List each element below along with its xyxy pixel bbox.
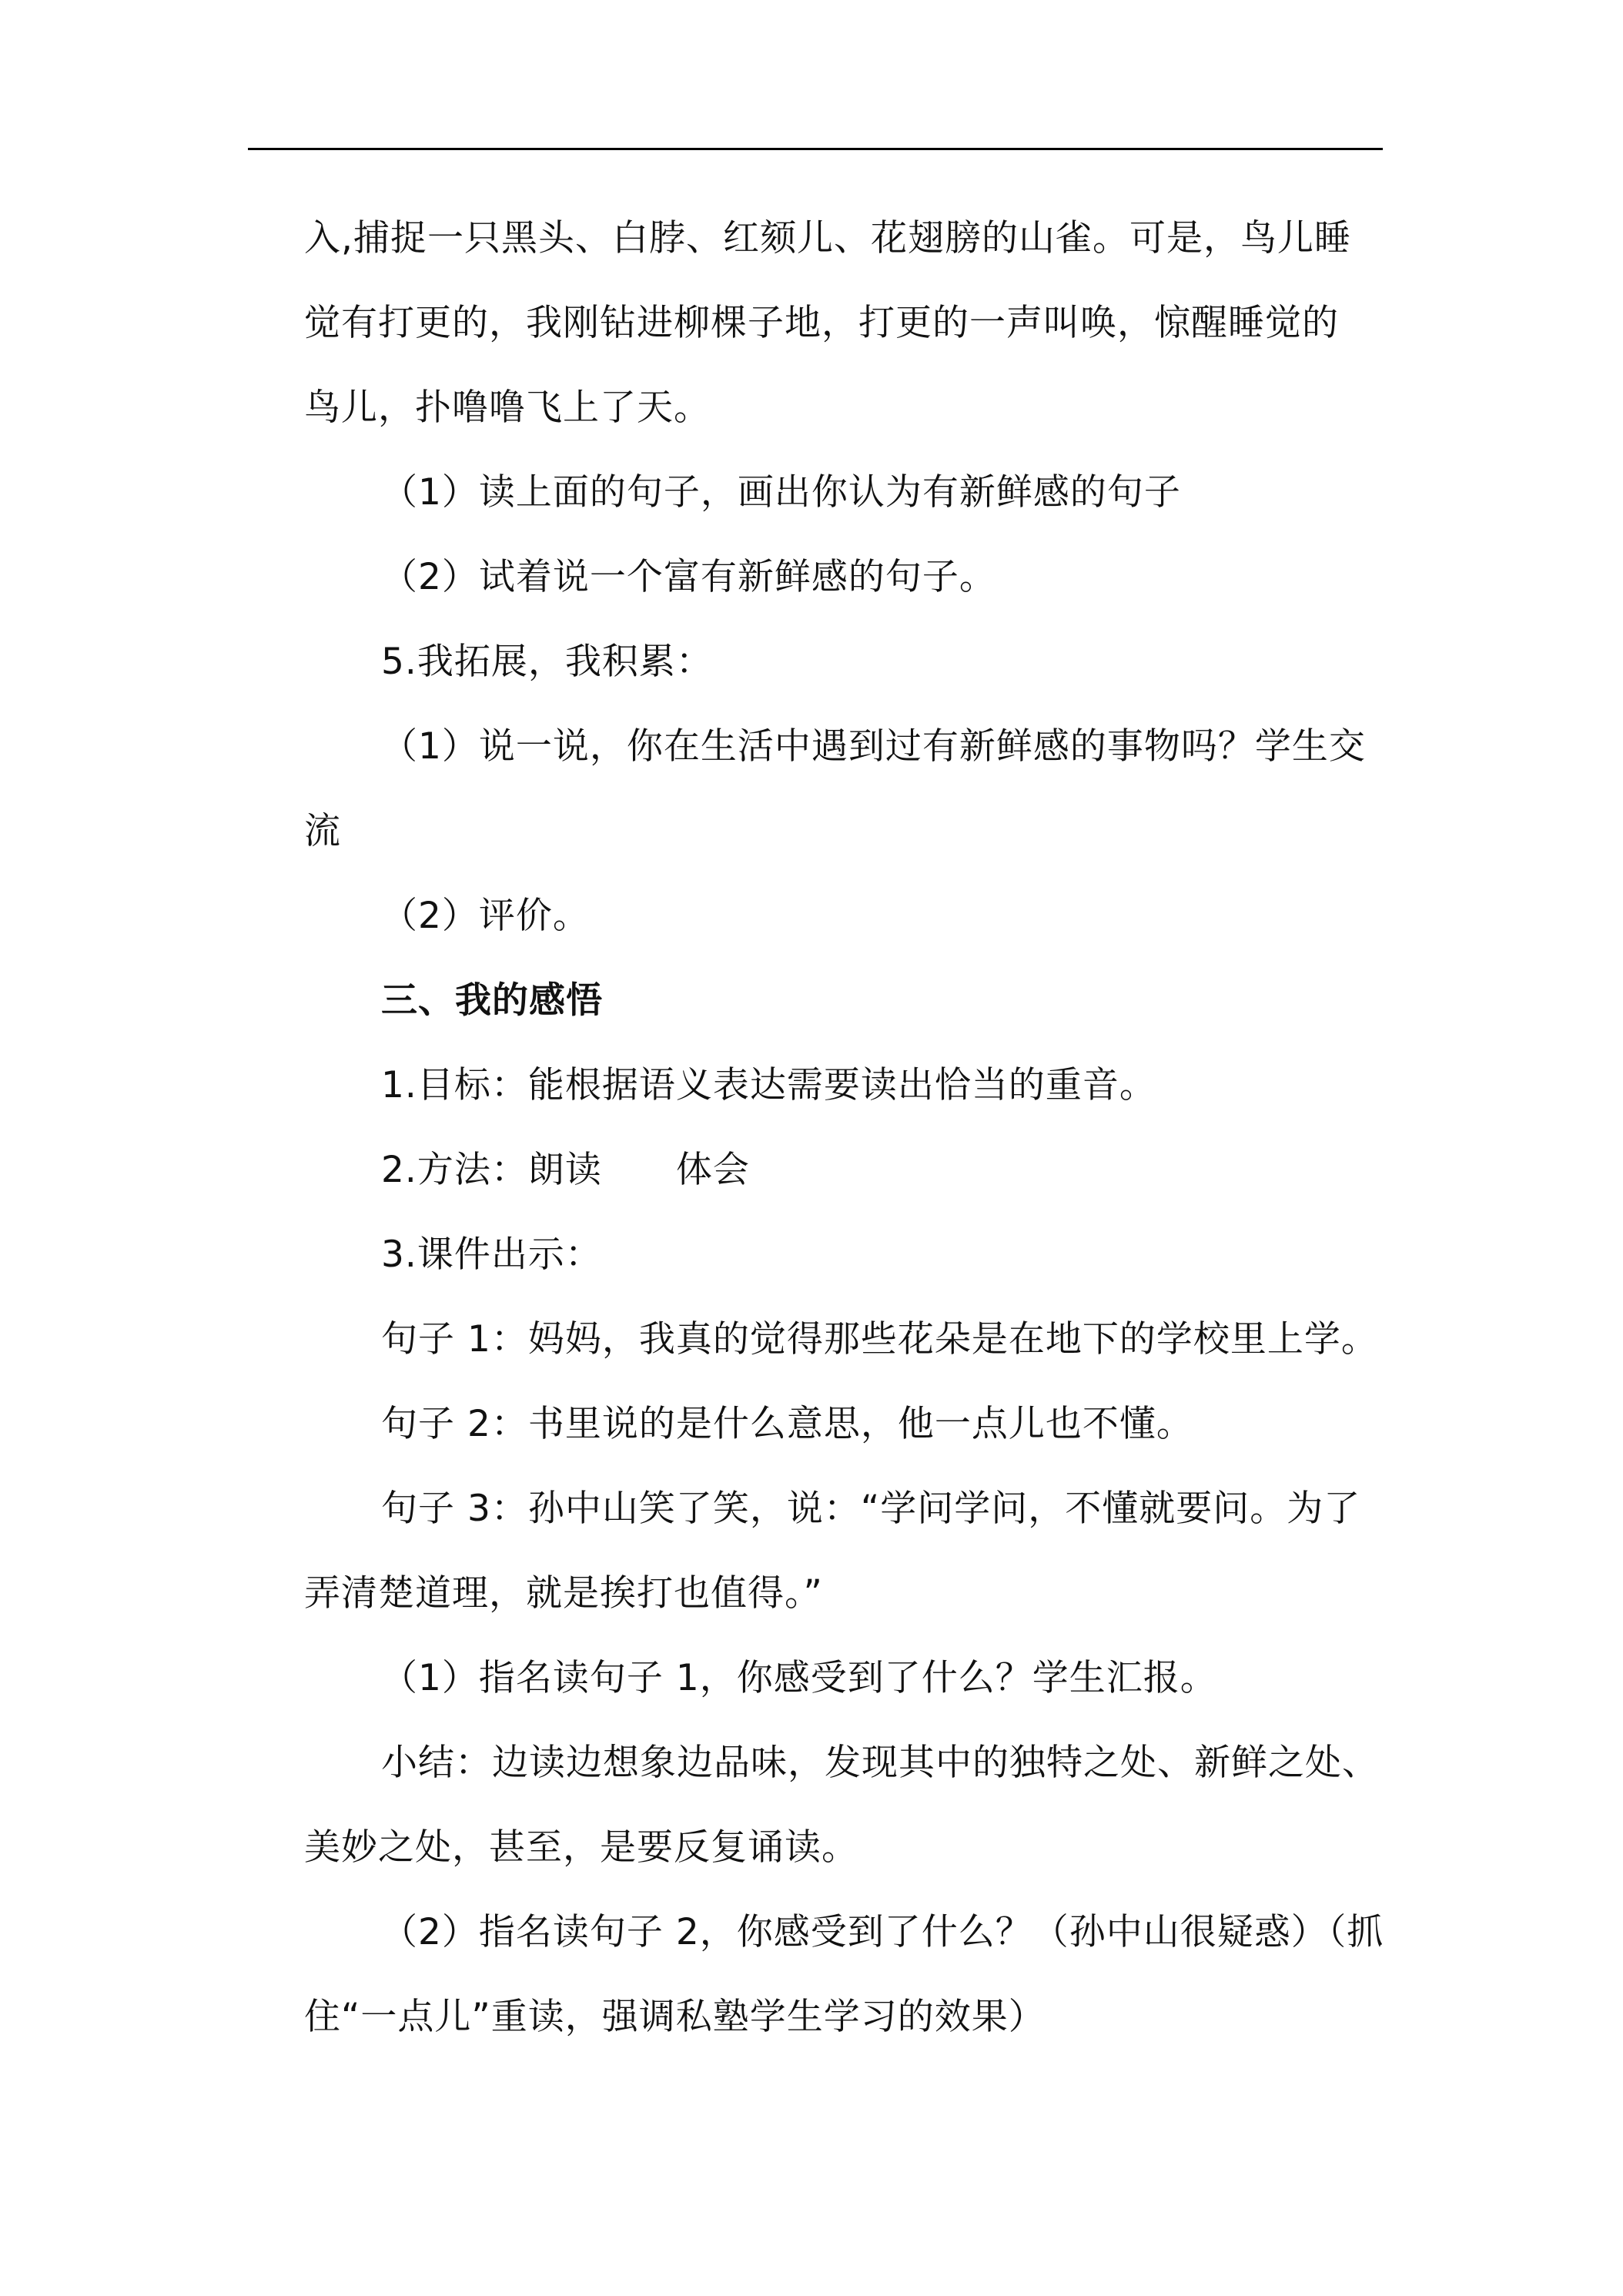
paragraph-line: 弄清楚道理，就是挨打也值得。” — [304, 1572, 823, 1615]
paragraph-line: 1.目标：能根据语义表达需要读出恰当的重音。 — [381, 1064, 1156, 1106]
paragraph-line: 句子 2：书里说的是什么意思，他一点儿也不懂。 — [381, 1403, 1193, 1445]
paragraph-line: （2）试着说一个富有新鲜感的句子。 — [381, 556, 996, 598]
paragraph-line: （1）指名读句子 1，你感受到了什么？学生汇报。 — [381, 1657, 1217, 1699]
paragraph-line: 觉有打更的，我刚钻进柳棵子地，打更的一声叫唤，惊醒睡觉的 — [304, 302, 1339, 344]
paragraph-line: （2）指名读句子 2，你感受到了什么？（孙中山很疑惑）（抓 — [381, 1911, 1384, 1953]
paragraph-line: 美妙之处，甚至，是要反复诵读。 — [304, 1826, 858, 1869]
paragraph-line: 流 — [304, 810, 341, 852]
header-rule — [248, 148, 1383, 150]
paragraph-line: （1）读上面的句子，画出你认为有新鲜感的句子 — [381, 471, 1181, 514]
paragraph-line: 句子 1：妈妈，我真的觉得那些花朵是在地下的学校里上学。 — [381, 1318, 1378, 1361]
paragraph-line: （2）评价。 — [381, 895, 590, 937]
paragraph-line: 住“一点儿”重读，强调私塾学生学习的效果） — [304, 1996, 1046, 2038]
paragraph-line: 3.课件出示： — [381, 1233, 602, 1276]
paragraph-line: 5.我拓展，我积累： — [381, 641, 713, 683]
paragraph-line: 入,捕捉一只黑头、白脖、红颏儿、花翅膀的山雀。可是，鸟儿睡 — [304, 217, 1351, 259]
paragraph-line: 鸟儿，扑噜噜飞上了天。 — [304, 387, 711, 429]
paragraph-line: （1）说一说，你在生活中遇到过有新鲜感的事物吗？学生交 — [381, 725, 1366, 768]
paragraph-line: 句子 3：孙中山笑了笑，说：“学问学问，不懂就要问。为了 — [381, 1488, 1361, 1530]
section-heading: 三、我的感悟 — [381, 979, 603, 1022]
paragraph-line: 2.方法：朗读 体会 — [381, 1149, 750, 1191]
paragraph-line: 小结：边读边想象边品味，发现其中的独特之处、新鲜之处、 — [381, 1742, 1379, 1784]
